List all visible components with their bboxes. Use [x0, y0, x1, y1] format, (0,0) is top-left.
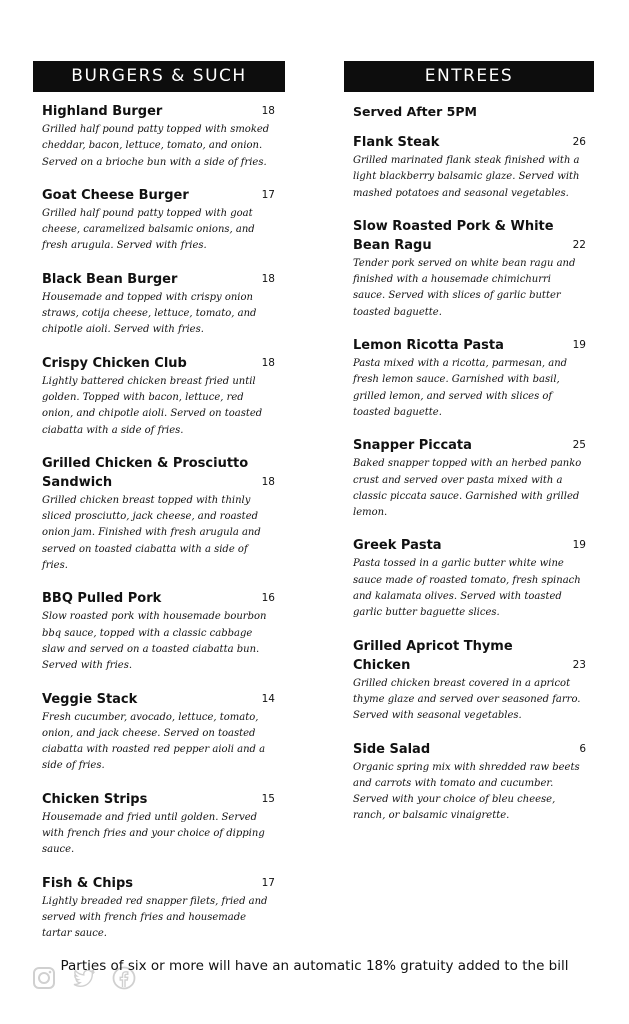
menu-item-description: Grilled chicken breast topped with thinly sliced prosciutto, jack cheese, and roasted onion jam. Finished with fresh arugula and served on toasted ciabatta with a side of fries. [42, 494, 261, 572]
menu-item [42, 102, 275, 171]
menu-item-name: Grilled Apricot Thyme Chicken [353, 638, 513, 673]
menu-item [42, 790, 275, 859]
menu-item-description: Organic spring mix with shredded raw beets and carrots with tomato and cucumber. Served with your choice of bleu cheese, ranch, or balsamic vinaigrette. [353, 761, 580, 822]
menu-item-header [42, 874, 275, 893]
menu-item [42, 454, 275, 574]
menu-item [353, 536, 586, 621]
menu-list [353, 133, 586, 825]
menu-item-header [353, 217, 586, 255]
menu-item-price: 18 [261, 475, 275, 488]
serving-note: Served After 5PM [353, 104, 477, 119]
menu-item-description: Baked snapper topped with an herbed panko crust and served over pasta mixed with a classic piccata sauce. Garnished with grilled lemon. [353, 458, 582, 519]
menu-item-price: 16 [261, 592, 275, 605]
menu-item-name: Side Salad [353, 741, 431, 757]
entrees-section [344, 61, 594, 840]
menu-item-header [42, 354, 275, 373]
menu-item-price: 18 [261, 105, 275, 117]
menu-item-header [42, 454, 275, 492]
menu-item-header [353, 436, 586, 455]
menu-item [353, 133, 586, 202]
gratuity-notice: Parties of six or more will have an automatic 18% gratuity added to the bill [60, 958, 569, 974]
menu-item-price: 14 [261, 692, 275, 705]
menu-item-header [42, 589, 275, 608]
menu-item-description: Fresh cucumber, avocado, lettuce, tomato, onion, and jack cheese. Served on toasted ciabatta with roasted red pepper aioli and a side of fries. [42, 711, 266, 772]
menu-item-name: Veggie Stack [42, 691, 138, 707]
menu-item-description: Housemade and fried until golden. Served with french fries and your choice of dipping sauce. [42, 811, 265, 856]
menu-item-header [42, 102, 275, 121]
menu-item-name: Lemon Ricotta Pasta [353, 338, 504, 354]
menu-item-name: Greek Pasta [353, 538, 442, 554]
menu-item-header [42, 790, 275, 809]
menu-item-name: Crispy Chicken Club [42, 355, 187, 371]
menu-item-header [353, 133, 586, 152]
menu-item-name: BBQ Pulled Pork [42, 591, 162, 607]
burgers-section [33, 61, 285, 958]
menu-item [353, 217, 586, 321]
menu-item [353, 740, 586, 825]
menu-item-name: Grilled Chicken & Prosciutto Sandwich [42, 455, 249, 490]
menu-item-name: Highland Burger [42, 104, 163, 119]
menu-item-price: 17 [261, 876, 275, 889]
menu-item [42, 354, 275, 439]
menu-item-description: Pasta mixed with a ricotta, parmesan, and fresh lemon sauce. Garnished with basil, grilled lemon, and served with slices of toasted baguette. [353, 358, 568, 418]
menu-item-price: 22 [572, 238, 586, 251]
menu-item-name: Goat Cheese Burger [42, 187, 189, 203]
menu-item-name: Chicken Strips [42, 791, 148, 807]
menu-item [42, 589, 275, 674]
menu-item-header [42, 690, 275, 709]
menu-item [353, 436, 586, 521]
menu-item-name: Black Bean Burger [42, 271, 178, 287]
menu-item-price: 18 [261, 272, 275, 285]
menu-item-name: Flank Steak [353, 135, 440, 150]
menu-item-header [353, 536, 586, 555]
menu-item-header [353, 637, 586, 675]
menu-item-price: 19 [572, 339, 586, 352]
menu-item-name: Snapper Piccata [353, 438, 472, 454]
menu-item-price: 6 [579, 742, 586, 755]
menu-item-header [42, 270, 275, 289]
menu-item-price: 17 [261, 188, 275, 201]
menu-item-description: Slow roasted pork with housemade bourbon bbq sauce, topped with a classic cabbage slaw and served on a toasted ciabatta bun. Served with fries. [42, 611, 267, 672]
menu-list [33, 102, 285, 943]
menu-item-name: Slow Roasted Pork & White Bean Ragu [353, 218, 554, 253]
menu-item [42, 690, 275, 775]
menu-item-price: 15 [261, 792, 275, 805]
menu-item-description: Lightly breaded red snapper filets, fried and served with french fries and housemade tartar sauce. [42, 895, 268, 940]
menu-item-name: Fish & Chips [42, 875, 134, 891]
menu-item-price: 19 [572, 539, 586, 552]
menu-item [353, 637, 586, 725]
menu-item-header [353, 740, 586, 759]
menu-item-header [42, 186, 275, 205]
menu-item-description: Lightly battered chicken breast fried until golden. Topped with bacon, lettuce, red onion, and chipotle aioli. Served on toasted ciabatta with a side of fries. [42, 375, 263, 436]
menu-item-header [353, 336, 586, 355]
menu-item-description: Tender pork served on white bean ragu and finished with a housemade chimichurri sauce. Served with slices of garlic butter toasted baguette. [353, 257, 576, 318]
menu-item-price: 18 [261, 356, 275, 369]
menu-item-price: 26 [572, 136, 586, 148]
menu-item-description: Housemade and topped with crispy onion straws, cotija cheese, lettuce, tomato, and chipotle aioli. Served with fries. [42, 291, 257, 336]
menu-item-price: 23 [572, 658, 586, 671]
menu-item-description: Grilled half pound patty topped with goat cheese, caramelized balsamic onions, and fresh arugula. Served with fries. [42, 207, 255, 252]
menu-item-price: 25 [572, 439, 586, 452]
menu-item [42, 186, 275, 255]
menu-item-description: Grilled half pound patty topped with smoked cheddar, bacon, lettuce, tomato, and onion. Served on a brioche bun with a side of fries. [42, 124, 270, 168]
menu-item [42, 874, 275, 943]
section-title: ENTREES [344, 61, 594, 92]
menu-item [42, 270, 275, 339]
section-title: BURGERS & SUCH [33, 61, 285, 92]
menu-item-description: Grilled marinated flank steak finished with a light blackberry balsamic glaze. Served with mashed potatoes and seasonal vegetables. [353, 155, 580, 199]
menu-item-description: Pasta tossed in a garlic butter white wine sauce made of roasted tomato, fresh spinach and kalamata olives. Served with toasted garlic butter baguette slices. [353, 558, 581, 619]
menu-item [353, 336, 586, 421]
menu-item-description: Grilled chicken breast covered in a apricot thyme glaze and served over seasoned farro. Served with seasonal vegetables. [353, 677, 581, 722]
